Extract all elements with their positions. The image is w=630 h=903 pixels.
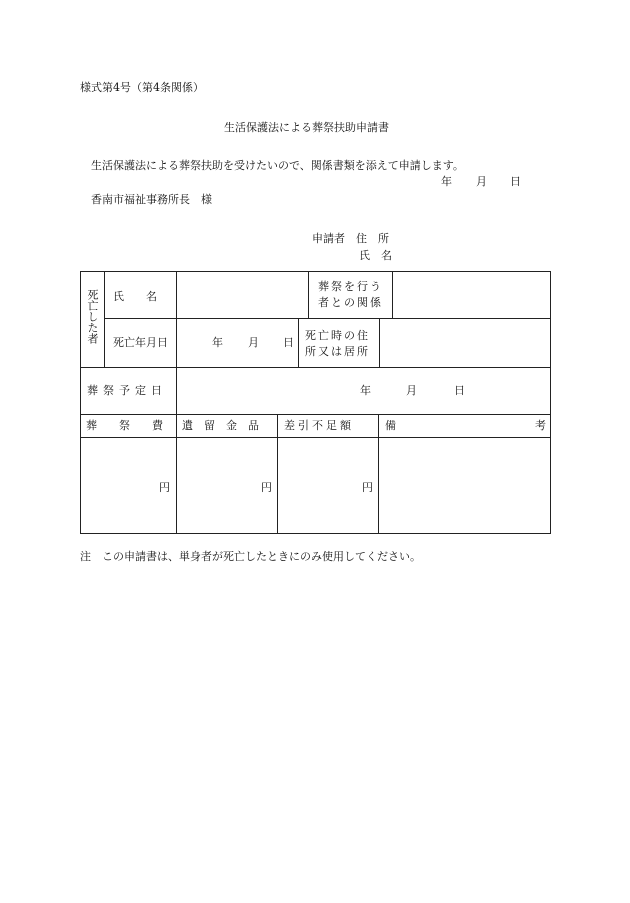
- addressee: 香南市福祉事務所長 様: [91, 193, 212, 206]
- col-estate: 遺 留 金 品: [182, 419, 259, 432]
- planned-day: 日: [454, 384, 465, 397]
- col-remarks-1: 備: [385, 419, 396, 432]
- planned-month: 月: [406, 384, 417, 397]
- date-month: 月: [476, 175, 487, 188]
- deceased-label: 死亡した者: [86, 289, 99, 344]
- form-number: 様式第4号（第4条関係）: [80, 81, 204, 94]
- date-of-death-label: 死亡年月日: [113, 336, 168, 349]
- date-year: 年: [441, 175, 452, 188]
- intro-text: 生活保護法による葬祭扶助を受けたいので、関係書類を添えて申請します。: [91, 159, 464, 172]
- name-label: 氏 名: [113, 290, 157, 303]
- dod-day: 日: [283, 336, 294, 349]
- document-title: 生活保護法による葬祭扶助申請書: [224, 121, 389, 134]
- col-remarks-2: 考: [535, 419, 546, 432]
- planned-date-label: 葬祭予定日: [87, 384, 167, 397]
- yen-shortfall: 円: [362, 481, 373, 494]
- dod-month: 月: [248, 336, 259, 349]
- applicant-name-label: 氏 名: [359, 249, 392, 262]
- col-funeral-cost: 葬 祭 費: [86, 419, 163, 432]
- residence-label: 死亡時の住所又は居所: [305, 329, 370, 358]
- footnote: 注 この申請書は、単身者が死亡したときにのみ使用してください。: [80, 550, 421, 563]
- col-shortfall: 差引不足額: [284, 419, 354, 432]
- yen-funeral-cost: 円: [159, 481, 170, 494]
- date-day: 日: [510, 175, 521, 188]
- applicant-address-label: 申請者 住 所: [312, 232, 389, 245]
- dod-year: 年: [212, 336, 223, 349]
- yen-estate: 円: [261, 481, 272, 494]
- funeral-person-relation-label: 葬祭を行う者との関係: [318, 280, 383, 309]
- planned-year: 年: [360, 384, 371, 397]
